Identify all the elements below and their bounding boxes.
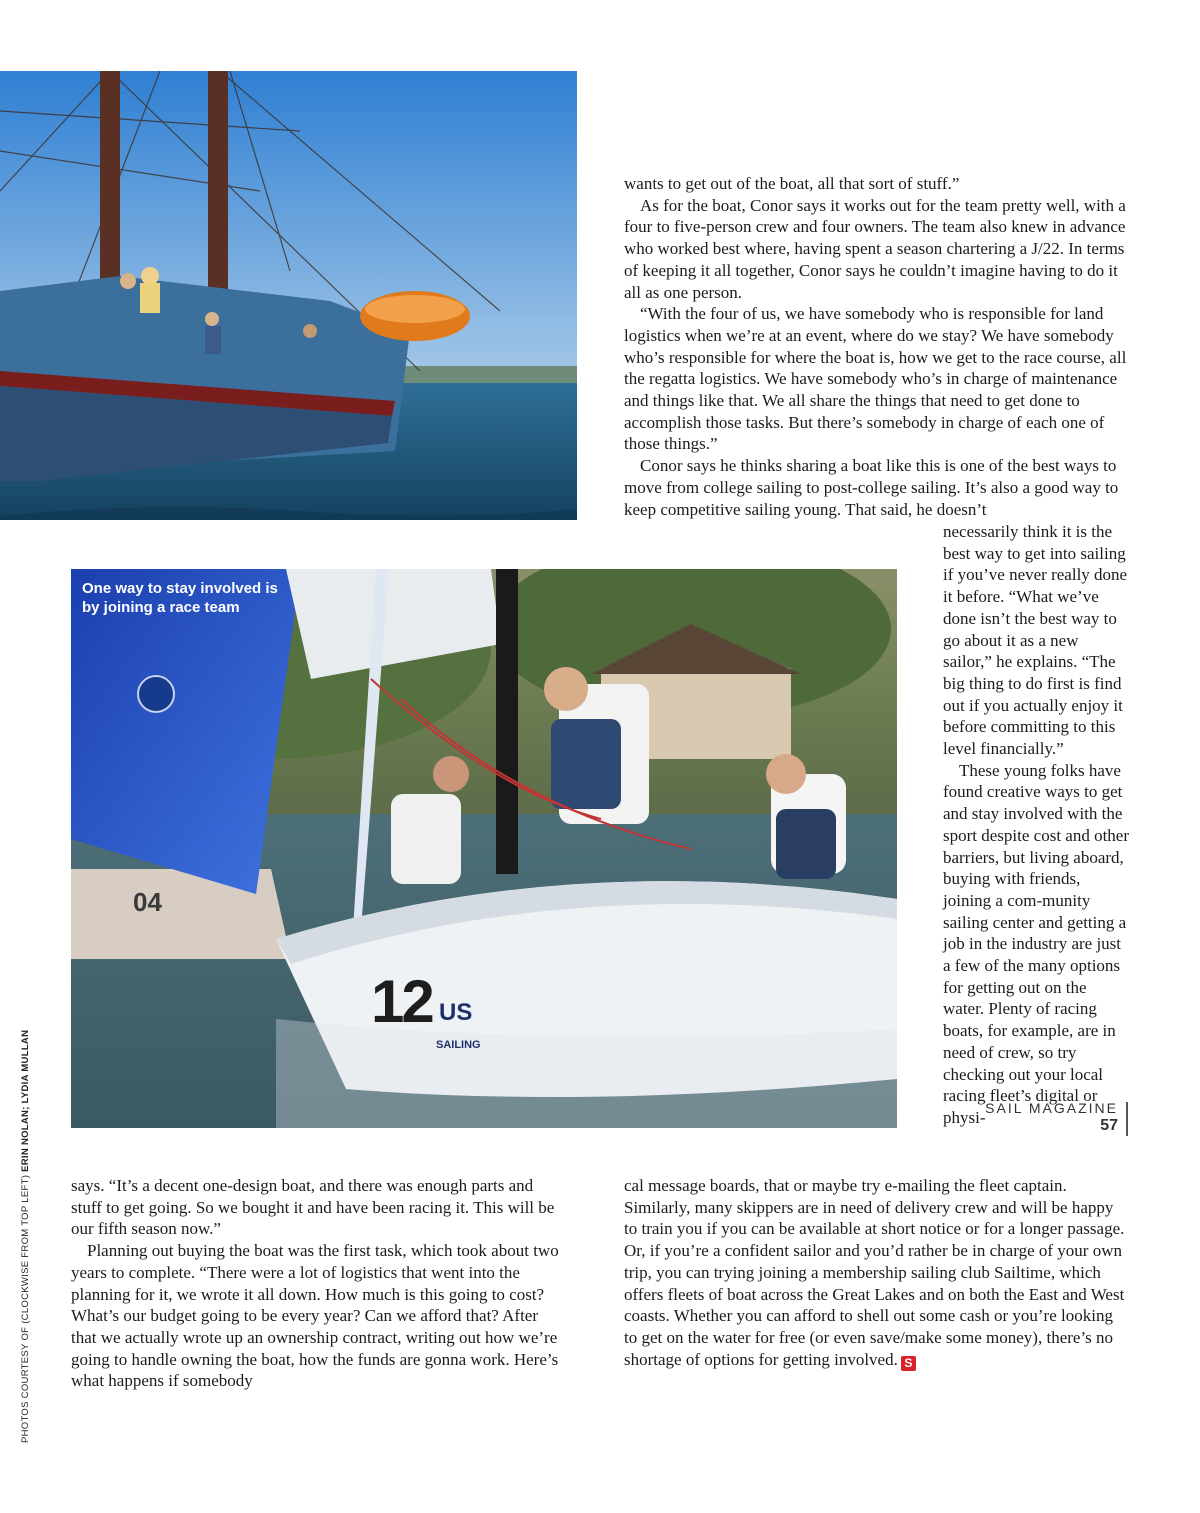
photo-credit xyxy=(20,983,34,1443)
side-boat-number: 04 xyxy=(133,887,162,917)
schooner-icon xyxy=(0,71,577,520)
photo-caption: One way to stay involved is by joining a race team xyxy=(82,580,278,616)
folio-divider xyxy=(1126,1102,1128,1136)
page-folio xyxy=(980,1100,1128,1138)
sail-end-mark-icon: S xyxy=(901,1356,916,1371)
article-column-right-top xyxy=(624,173,1129,520)
photo-credit-names: ERIN NOLAN; LYDIA MULLAN xyxy=(20,1029,31,1172)
article-column-left-bottom xyxy=(71,1175,563,1392)
paragraph: “With the four of us, we have somebody who is responsible for land logistics when we’re at an event, where do we stay? We have somebody who’s responsible for where the boat is, how we get to the race course, all the regatta logistics. We have somebody who’s in charge of maintenance and things like that. We all share the things that need to get done to accomplish those tasks. But there’s somebody in charge of each one of those things.” xyxy=(624,304,1127,454)
page-number: 57 xyxy=(1100,1117,1118,1134)
hull-number: 12 xyxy=(371,968,432,1035)
photo-credit-prefix: PHOTOS COURTESY OF (CLOCKWISE FROM TOP LEFT) xyxy=(20,1174,31,1443)
magazine-name: SAIL MAGAZINE xyxy=(985,1100,1118,1116)
race-team-photo xyxy=(71,569,897,1128)
article-column-narrow xyxy=(943,521,1131,1129)
schooner-photo xyxy=(0,71,577,520)
paragraph: wants to get out of the boat, all that sort of stuff.” xyxy=(624,174,960,193)
paragraph: necessarily think it is the best way to get into sailing if you’ve never really done it before. “What we’ve done isn’t the best way to go about it as a new sailor,” he explains. “The big thing to do first is find out if you actually enjoy it before committing to this level financially.” xyxy=(943,522,1128,759)
paragraph: These young folks have found creative ways to get and stay involved with the sport despite cost and other barriers, but living aboard, buying with friends, joining a com-munity sailing center and getting a job in the industry are just a few of the many options for getting out on the water. Plenty of racing boats, for example, are in need of crew, so try checking out your local racing fleet’s digital or physi- xyxy=(943,760,1130,1127)
hull-brand: US xyxy=(439,999,473,1026)
race-boat-icon xyxy=(71,569,897,1128)
hull-brand-sub: SAILING xyxy=(436,1039,481,1051)
paragraph: Conor says he thinks sharing a boat like this is one of the best ways to move from college sailing to post-college sailing. It’s also a good way to keep competitive sailing young. That said, he doesn’t xyxy=(624,456,1119,519)
paragraph: says. “It’s a decent one-design boat, and there was enough parts and stuff to get going. So we bought it and have been racing it. This will be our fifth season now.” xyxy=(71,1176,555,1239)
article-column-right-bottom xyxy=(624,1175,1129,1371)
paragraph: Planning out buying the boat was the first task, which took about two years to complete. “There were a lot of logistics that went into the planning for it, we wrote it all down. How much is this going to cost? What’s our budget going to be every year? Can we afford that? After that we actually wrote up an ownership contract, writing out how we’re going to handle owning the boat, how the funds are gonna work. Here’s what happens if somebody xyxy=(71,1241,559,1391)
closing-paragraph: cal message boards, that or maybe try e-mailing the fleet captain. Similarly, many skippers are in need of delivery crew and will be happy to train you if you can be available at short notice or for a longer passage. Or, if you’re a confident sailor and you’d rather be in charge of your own trip, you can trying joining a membership sailing club Sailtime, which offers fleets of boat across the Great Lakes and on both the East and West coasts. Whether you can afford to shell out some cash or you’re looking to get on the water for free (or even save/make some money), there’s no shortage of options for getting involved. xyxy=(624,1176,1125,1369)
paragraph xyxy=(624,1175,1129,1371)
paragraph: As for the boat, Conor says it works out for the team pretty well, with a four to five-person crew and four owners. The team also knew in advance who worked best where, having spent a season chartering a J/22. In terms of keeping it all together, Conor says he couldn’t imagine having to do it all as one person. xyxy=(624,195,1126,302)
